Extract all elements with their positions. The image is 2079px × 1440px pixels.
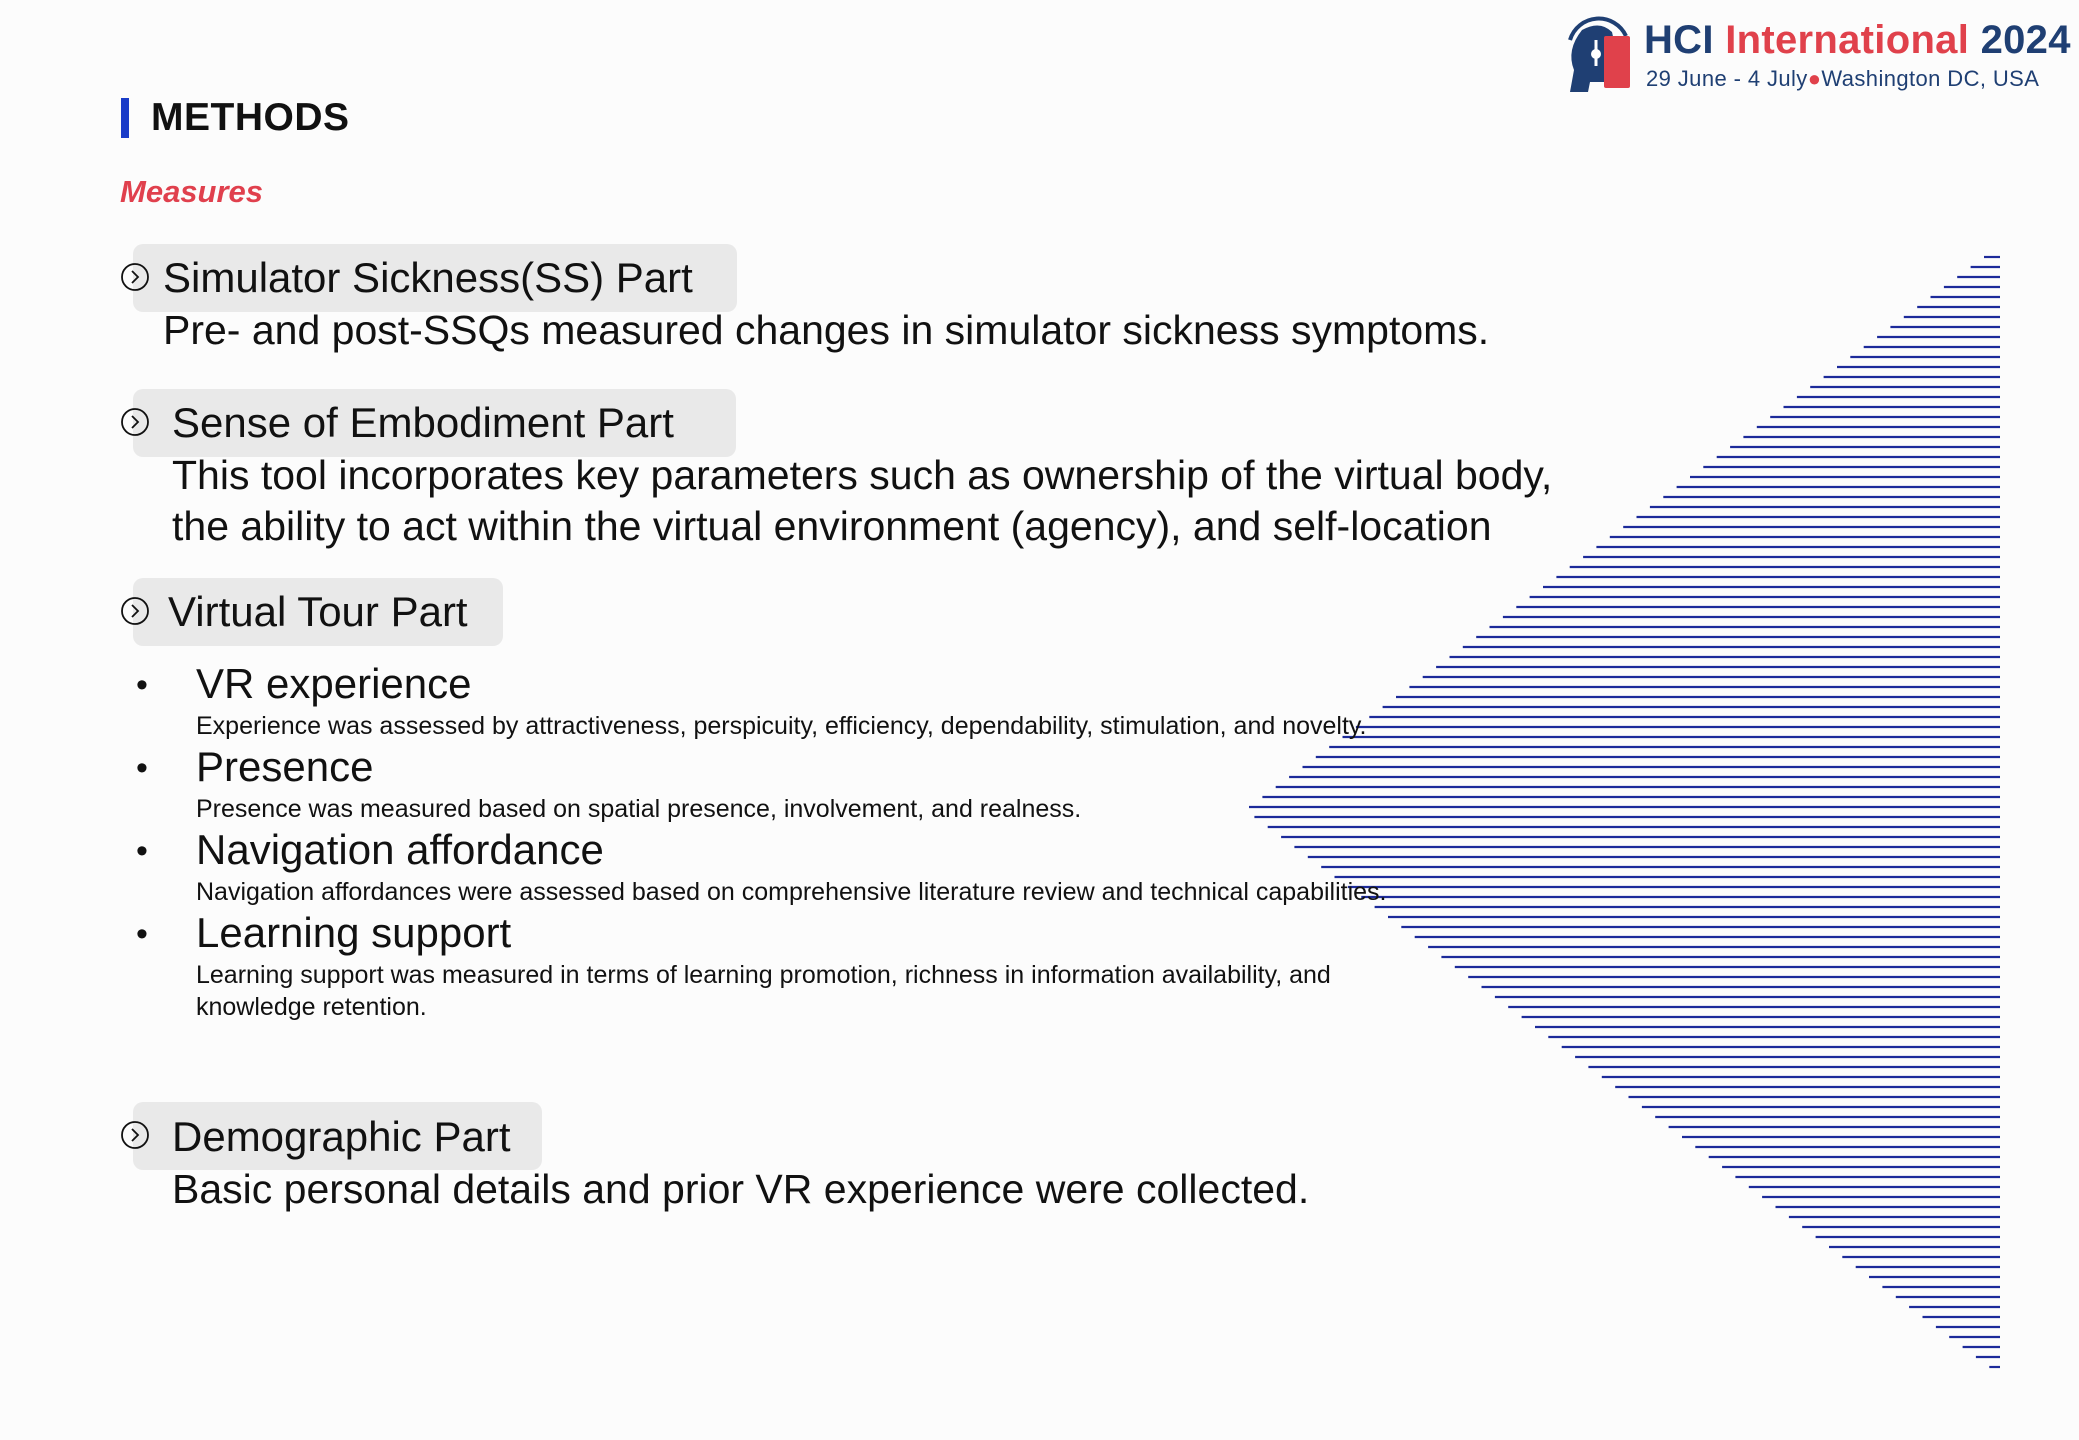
bullet-marker: • — [136, 666, 148, 704]
section-accent-bar — [121, 98, 129, 138]
part-description: Basic personal details and prior VR experience were collected. — [172, 1166, 1310, 1212]
bullet-marker: • — [136, 915, 148, 953]
tour-item-title-learning-support: Learning support — [196, 909, 512, 956]
logo-dates: 29 June - 4 July — [1646, 66, 1808, 91]
tour-item-description: knowledge retention. — [196, 993, 427, 1021]
tour-item-description: Learning support was measured in terms of learning promotion, richness in information availability, and — [196, 961, 1331, 989]
section-title: METHODS — [151, 96, 350, 139]
logo-separator-dot: ● — [1807, 66, 1822, 91]
logo-brand-hci: HCI — [1644, 18, 1714, 62]
tour-item-description: Presence was measured based on spatial presence, involvement, and realness. — [196, 795, 1082, 823]
section-subtitle: Measures — [120, 174, 264, 209]
bullet-marker: • — [136, 749, 148, 787]
part-heading-virtual-tour: Virtual Tour Part — [168, 588, 468, 635]
part-description: the ability to act within the virtual environment (agency), and self-location — [172, 503, 1492, 549]
chevron-circle-icon — [120, 407, 150, 437]
bullet-marker: • — [136, 832, 148, 870]
part-description: Pre- and post-SSQs measured changes in simulator sickness symptoms. — [163, 307, 1490, 353]
tour-item-description: Experience was assessed by attractiveness, perspicuity, efficiency, dependability, stimulation, and novelty. — [196, 712, 1367, 740]
hci-international-logo — [1560, 10, 2070, 96]
part-heading-demographic: Demographic Part — [172, 1113, 511, 1160]
chevron-circle-icon — [120, 262, 150, 292]
logo-location: Washington DC, USA — [1821, 66, 2040, 91]
part-description: This tool incorporates key parameters such as ownership of the virtual body, — [172, 452, 1553, 498]
tour-item-title-navigation-affordance: Navigation affordance — [196, 826, 604, 873]
head-profile-icon — [1560, 10, 1636, 94]
logo-brand-year: 2024 — [1980, 18, 2071, 62]
decorative-hatched-triangle — [1245, 245, 2000, 1370]
tour-item-description: Navigation affordances were assessed based on comprehensive literature review and technical capabilities. — [196, 878, 1387, 906]
logo-brand-international: International — [1725, 18, 1970, 62]
tour-item-title-presence: Presence — [196, 743, 374, 790]
chevron-circle-icon — [120, 1120, 150, 1150]
part-heading-sense-of-embodiment: Sense of Embodiment Part — [172, 399, 674, 446]
part-heading-simulator-sickness: Simulator Sickness(SS) Part — [163, 254, 693, 301]
tour-item-title-vr-experience: VR experience — [196, 660, 472, 707]
chevron-circle-icon — [120, 596, 150, 626]
